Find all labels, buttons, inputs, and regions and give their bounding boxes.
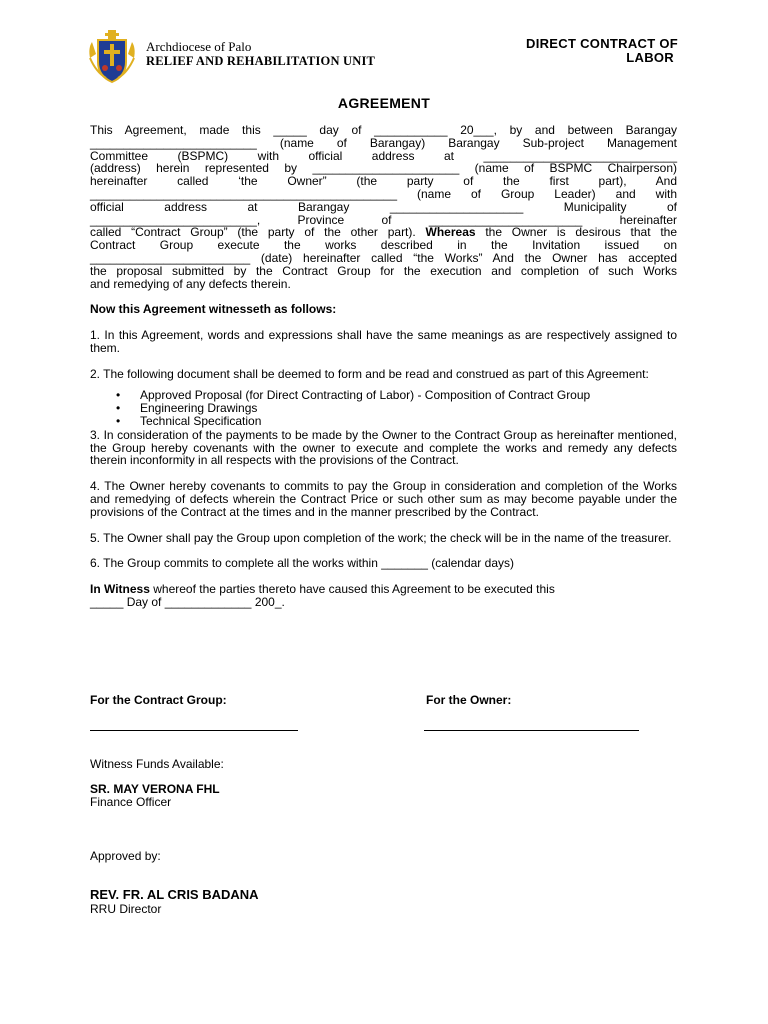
intro-line: Contract Group execute the works described in the Invitation issued on [90, 238, 677, 253]
clause-4: 4. The Owner hereby covenants to commits to pay the Group in consideration and completion of the Works and remedying of defects wherein the Contract Price or such other sum as may become payable under the provisions of the Contract at the times and in the manner prescribed by the Contract. [90, 479, 677, 519]
owner-signature-line[interactable] [424, 730, 639, 731]
org-line-2: RELIEF AND REHABILITATION UNIT [146, 54, 376, 68]
intro-line: This Agreement, made this _____ day of ___________ 20___, by and between Barangay [90, 123, 677, 137]
doc-type-line-2: LABOR [626, 50, 674, 65]
intro-line: (address) herein represented by ______________________ (name of BSPMC Chairperson) [90, 161, 677, 176]
intro-line: the proposal submitted by the Contract Group for the execution and completion of such Works [90, 263, 677, 278]
in-witness-keyword: In Witness [90, 582, 150, 597]
clause-5: 5. The Owner shall pay the Group upon completion of the work; the check will be in the name of the treasurer. [90, 530, 672, 545]
agreement-body [90, 124, 677, 609]
witness-funds-label: Witness Funds Available: [90, 757, 224, 771]
document-type [438, 37, 678, 65]
whereas-keyword: Whereas [425, 225, 476, 240]
list-item: • Technical Specification [116, 415, 677, 428]
list-item: • Engineering Drawings [116, 402, 677, 415]
intro-line: _________________________, Province of _______________________ hereinafter [90, 212, 677, 227]
list-item: • Approved Proposal (for Direct Contracting of Labor) - Composition of Contract Group [116, 389, 677, 402]
clause-1: 1. In this Agreement, words and expressions shall have the same meanings as are respectively assigned to them. [90, 328, 677, 355]
org-line-1: Archdiocese of Palo [146, 39, 252, 54]
clause-2: 2. The following document shall be deemed to form and be read and construed as part of this Agreement: [90, 366, 649, 381]
intro-line: Committee (BSPMC) with official address at _____________________________ [90, 148, 677, 163]
contract-documents-list [90, 389, 677, 429]
intro-text: called “Contract Group” (the party of the other part). [90, 225, 426, 240]
organization-name [146, 40, 375, 69]
intro-line: hereinafter called ‘the Owner” (the party of the first part), And [90, 174, 677, 189]
clause-3: 3. In consideration of the payments to be made by the Owner to the Contract Group as hereinafter mentioned, the Group hereby covenants with the owner to execute and complete the works and remedy any defects therein inconformity in all respects with the provisions of the Contract. [90, 427, 677, 468]
director-title: RRU Director [90, 902, 162, 916]
finance-officer-name: SR. MAY VERONA FHL [90, 782, 220, 796]
doc-type-line-1: DIRECT CONTRACT OF [526, 36, 678, 51]
owner-signature-label: For the Owner: [426, 693, 512, 707]
witnesseth-heading: Now this Agreement witnesseth as follows: [90, 302, 337, 317]
intro-line: _________________________ (name of Barangay) Barangay Sub-project Management [90, 135, 677, 150]
clause-6: 6. The Group commits to complete all the works within _______ (calendar days) [90, 556, 514, 571]
intro-line: ________________________ (date) hereinafter called “the Works” And the Owner has accepted [90, 250, 677, 265]
approved-by-label: Approved by: [90, 849, 161, 863]
intro-line: official address at Barangay ____________________ Municipality of [90, 199, 677, 214]
in-witness-date-line: _____ Day of _____________ 200_. [90, 594, 285, 609]
agreement-title: AGREEMENT [337, 95, 431, 111]
contract-group-signature-label: For the Contract Group: [90, 693, 227, 707]
intro-text: the Owner is desirous that the [475, 225, 677, 240]
archdiocese-seal-logo [86, 28, 138, 84]
contract-group-signature-line[interactable] [90, 730, 298, 731]
finance-officer-title: Finance Officer [90, 795, 172, 809]
in-witness-text: whereof the parties thereto have caused this Agreement to be executed this [149, 582, 555, 597]
intro-line: ______________________________________________ (name of Group Leader) and with [90, 186, 677, 201]
intro-line: and remedying of any defects therein. [90, 276, 291, 291]
director-name: REV. FR. AL CRIS BADANA [90, 887, 259, 902]
